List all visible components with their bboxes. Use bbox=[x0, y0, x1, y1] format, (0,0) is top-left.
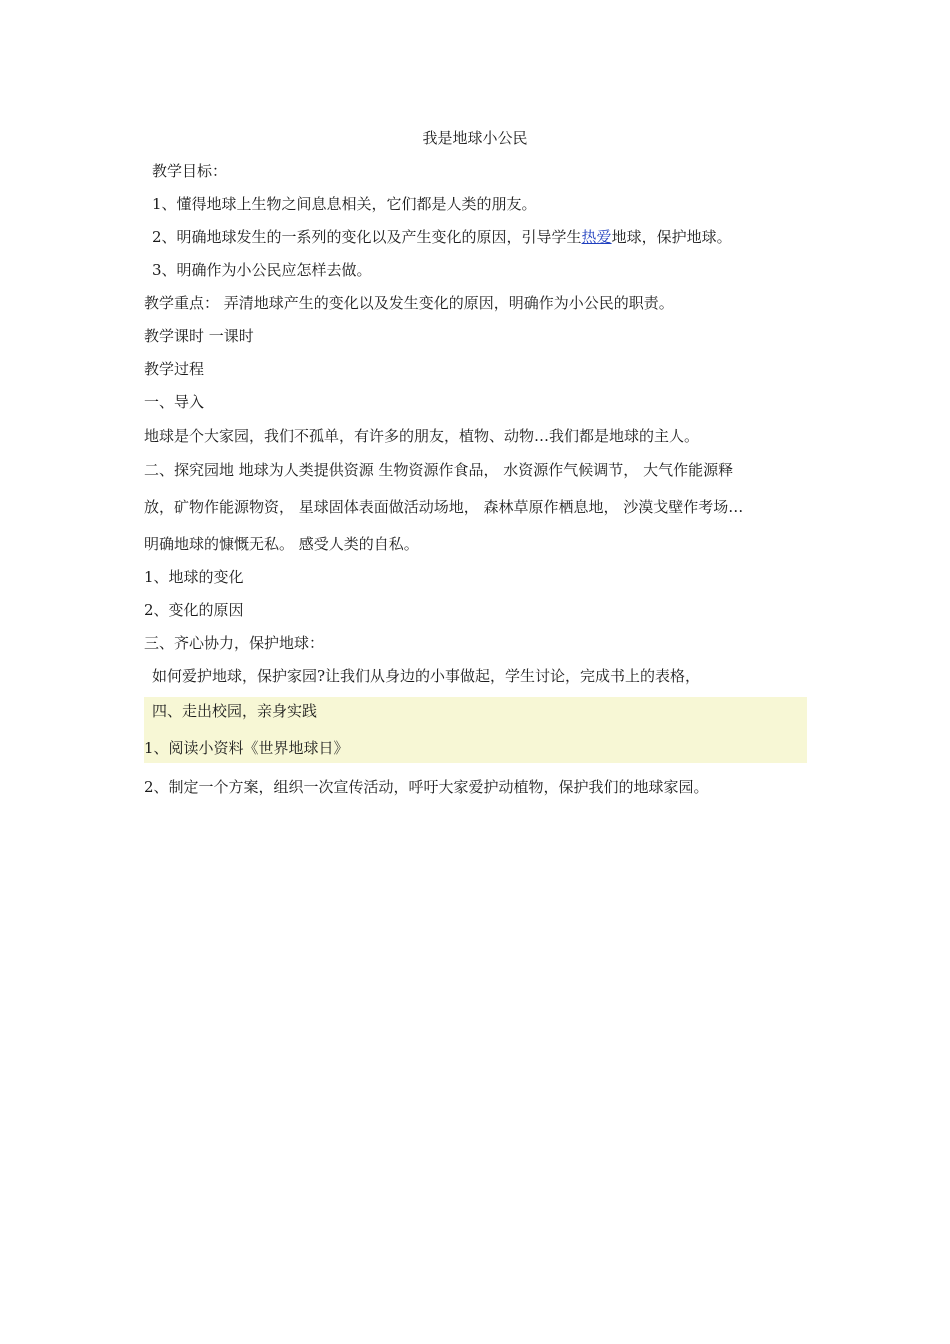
practice-item-2: 2、制定一个方案，组织一次宣传活动，呼吁大家爱护动植物，保护我们的地球家园。 bbox=[144, 778, 709, 796]
practice-item-1: 1、阅读小资料《世界地球日》 bbox=[144, 739, 349, 757]
teaching-hours: 教学课时 一课时 bbox=[144, 327, 254, 345]
protect-heading: 三、齐心协力，保护地球： bbox=[144, 634, 325, 652]
explore-line-1: 二、探究园地 地球为人类提供资源 生物资源作食品， 水资源作气候调节， 大气作能源释 bbox=[144, 461, 734, 479]
explore-line-2: 放，矿物作能源物资， 星球固体表面做活动场地， 森林草原作栖息地， 沙漠戈壁作考场… bbox=[144, 498, 744, 516]
goal-2-link[interactable]: 热爱 bbox=[581, 228, 612, 246]
change-item-2: 2、变化的原因 bbox=[144, 601, 244, 619]
goal-2-text-after: 地球，保护地球。 bbox=[611, 228, 732, 246]
goal-1: 1、懂得地球上生物之间息息相关，它们都是人类的朋友。 bbox=[152, 195, 537, 213]
document-title: 我是地球小公民 bbox=[422, 129, 528, 147]
protect-text: 如何爱护地球，保护家园?让我们从身边的小事做起，学生讨论，完成书上的表格， bbox=[152, 667, 701, 685]
goals-heading: 教学目标： bbox=[152, 162, 228, 180]
intro-text: 地球是个大家园，我们不孤单，有许多的朋友，植物、动物…我们都是地球的主人。 bbox=[144, 427, 700, 445]
teaching-focus: 教学重点： 弄清地球产生的变化以及发生变化的原因，明确作为小公民的职责。 bbox=[144, 294, 674, 312]
explore-line-3: 明确地球的慷慨无私。 感受人类的自私。 bbox=[144, 535, 419, 553]
teaching-process: 教学过程 bbox=[144, 360, 205, 378]
change-item-1: 1、地球的变化 bbox=[144, 568, 244, 586]
goal-2-text-before: 2、明确地球发生的一系列的变化以及产生变化的原因，引导学生 bbox=[152, 228, 582, 246]
intro-heading: 一、导入 bbox=[144, 393, 205, 411]
goal-2 bbox=[152, 227, 732, 247]
goal-3: 3、明确作为小公民应怎样去做。 bbox=[152, 261, 372, 279]
practice-heading: 四、走出校园，亲身实践 bbox=[152, 702, 318, 720]
